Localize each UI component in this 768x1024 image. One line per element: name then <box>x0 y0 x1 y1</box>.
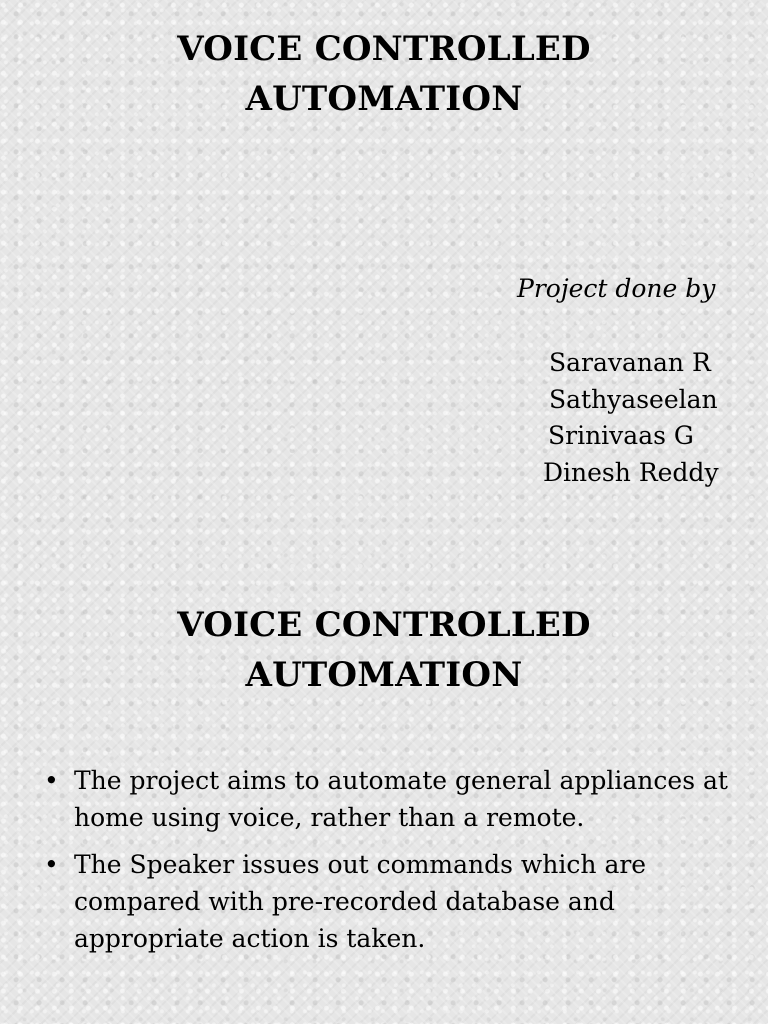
author-name: Dinesh Reddy <box>543 457 719 487</box>
author-name: Srinivaas G <box>548 421 694 450</box>
content-slide <box>0 576 768 1024</box>
author-list <box>540 345 760 491</box>
bullet-text: The project aims to automate general appliances at home using voice, rather than a remote. <box>74 766 728 832</box>
title-line-2: AUTOMATION <box>245 655 523 695</box>
slide-title <box>0 600 768 700</box>
bullet-icon: • <box>44 850 59 879</box>
bullet-icon: • <box>44 766 59 795</box>
bullet-item <box>44 762 744 836</box>
bullet-item <box>44 846 744 957</box>
bullet-list <box>44 762 744 967</box>
title-line-1: VOICE CONTROLLED <box>177 605 591 645</box>
title-line-2: AUTOMATION <box>245 79 523 119</box>
bullet-text: The Speaker issues out commands which are compared with pre-recorded database and appropriate action is taken. <box>74 850 647 953</box>
slide-title <box>0 24 768 124</box>
byline: Project done by <box>517 274 716 303</box>
author-name: Saravanan R <box>549 348 711 377</box>
author-name: Sathyaseelan <box>549 384 718 414</box>
title-line-1: VOICE CONTROLLED <box>177 29 591 69</box>
